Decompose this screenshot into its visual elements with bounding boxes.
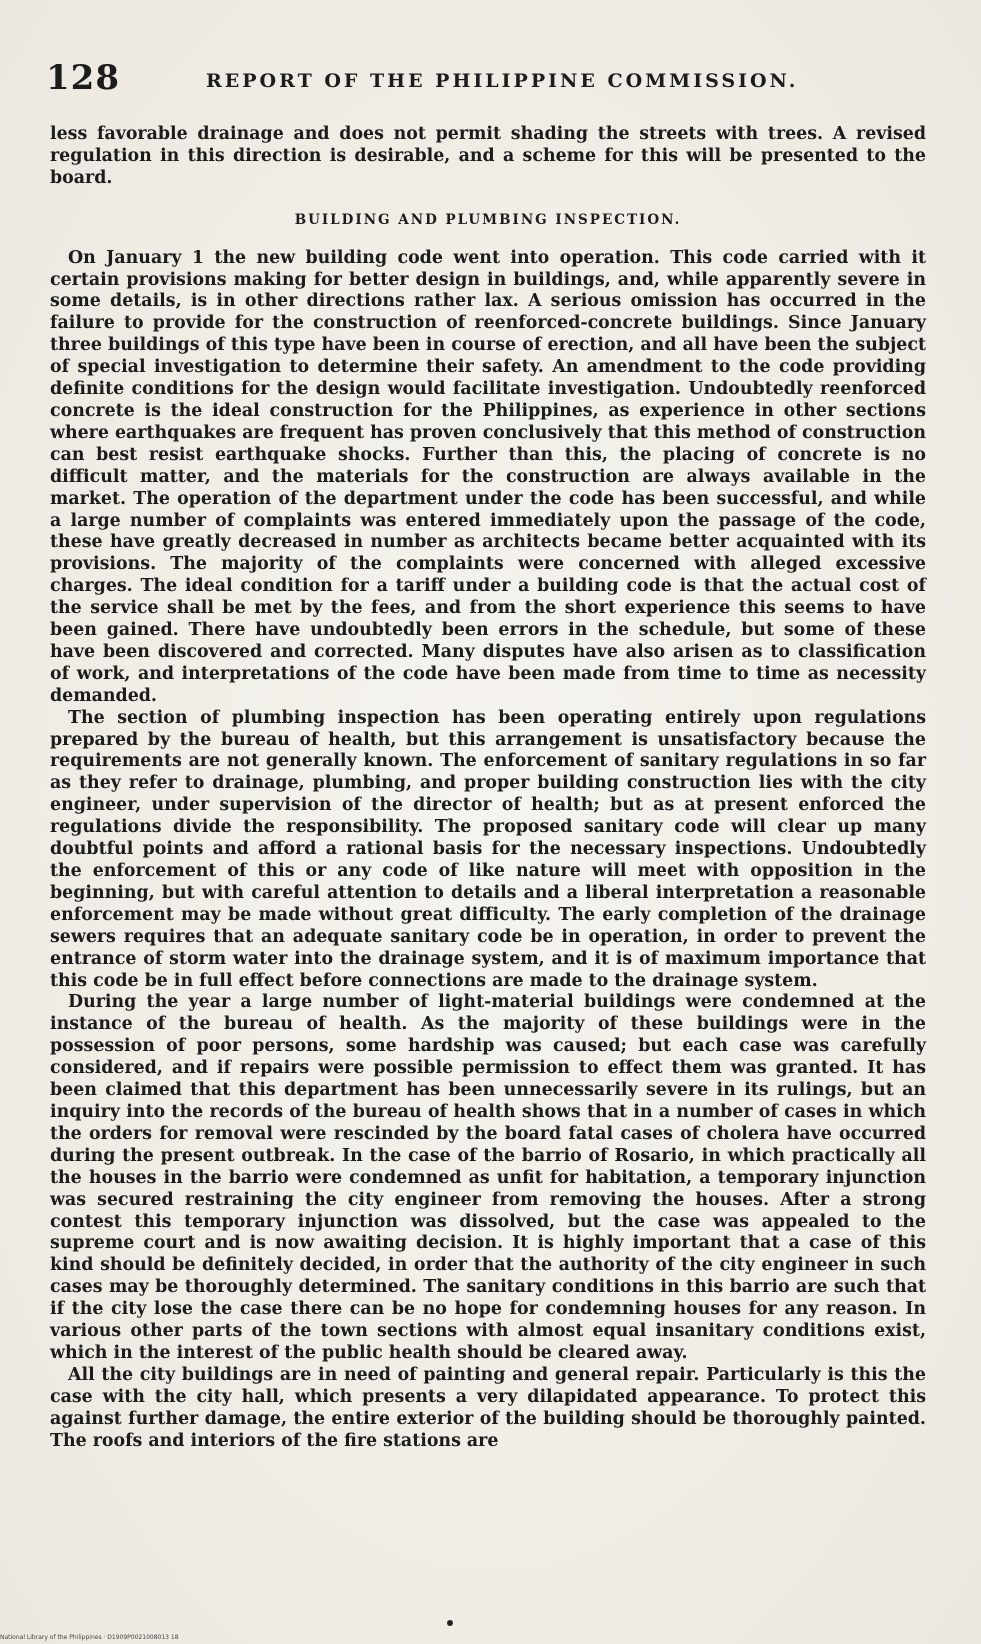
paragraph-city-buildings: All the city buildings are in need of painting and general repair. Particularly is this the case with the city hall, which presents a very dilapidated appearance. To protect this against further damage, the entire exterior of the building should be thoroughly painted. The roofs and interiors of the fire stations are: [50, 1364, 926, 1451]
footer-credit: National Library of the Philippines · D1909P0021008013 18: [0, 1634, 179, 1641]
body-text: [50, 124, 926, 1452]
page-number: 128: [46, 58, 120, 98]
paragraph-plumbing-inspection: The section of plumbing inspection has been operating entirely upon regulations prepared by the bureau of health, but this arrangement is unsatisfactory because the requirements are not generally known. The enforcement of sanitary regulations in so far as they refer to drainage, plumbing, and proper building construction lies with the city engineer, under supervision of the director of health; but as at present enforced the regulations divide the responsibility. The proposed sanitary code will clear up many doubtful points and afford a rational basis for the necessary inspections. Undoubtedly the enforcement of this or any code of like nature will meet with opposition in the beginning, but with careful attention to details and a liberal interpretation a reasonable enforcement may be made without great difficulty. The early completion of the drainage sewers requires that an adequate sanitary code be in operation, in order to prevent the entrance of storm water into the drainage system, and it is of maximum importance that this code be in full effect before connections are made to the drainage system.: [50, 707, 926, 991]
paragraph-condemned-buildings: During the year a large number of light-material buildings were condemned at the instance of the bureau of health. As the majority of these buildings were in the possession of poor persons, some hardship was caused; but each case was carefully considered, and if repairs were possible permission to effect them was granted. It has been claimed that this department has been unnecessarily severe in its rulings, but an inquiry into the records of the bureau of health shows that in a number of cases in which the orders for removal were rescinded by the board fatal cases of cholera have occurred during the present outbreak. In the case of the barrio of Rosario, in which practically all the houses in the barrio were condemned as unfit for habitation, a temporary injunction was secured restraining the city engineer from removing the houses. After a strong contest this temporary injunction was dissolved, but the case was appealed to the supreme court and is now awaiting decision. It is highly important that a case of this kind should be definitely decided, in order that the authority of the city engineer in such cases may be thoroughly determined. The sanitary conditions in this barrio are such that if the city lose the case there can be no hope for condemning houses for any reason. In various other parts of the town sections with almost equal insanitary conditions exist, which in the interest of the public health should be cleared away.: [50, 992, 926, 1363]
page-header: [46, 58, 926, 108]
section-heading: BUILDING AND PLUMBING INSPECTION.: [294, 211, 682, 228]
paragraph-building-code: On January 1 the new building code went into operation. This code carried with it certain provisions making for better design in buildings, and, while apparently severe in some details, is in other directions rather lax. A serious omission has occurred in the failure to provide for the construction of reenforced-concrete buildings. Since January three buildings of this type have been in course of erection, and all have been the subject of special investigation to determine their safety. An amendment to the code providing definite conditions for the design would facilitate investigation. Undoubtedly reenforced concrete is the ideal construction for the Philippines, as experience in other sections where earthquakes are frequent has proven conclusively that this method of construction can best resist earthquake shocks. Further than this, the placing of concrete is no difficult matter, and the materials for the construction are always available in the market. The operation of the department under the code has been successful, and while a large number of complaints was entered immediately upon the passage of the code, these have greatly decreased in number as architects became better acquainted with its provisions. The majority of the complaints were concerned with alleged excessive charges. The ideal condition for a tariff under a building code is that the actual cost of the service shall be met by the fees, and from the short experience this seems to have been gained. There have undoubtedly been errors in the schedule, but some of these have been discovered and corrected. Many disputes have also arisen as to classification of work, and interpretations of the code have been made from time to time as necessity demanded.: [50, 247, 926, 706]
intro-paragraph: less favorable drainage and does not permit shading the streets with trees. A revised regulation in this direction is desirable, and a scheme for this will be presented to the board.: [50, 124, 926, 188]
running-title: REPORT OF THE PHILIPPINE COMMISSION.: [206, 70, 799, 92]
footer-dot: [447, 1620, 453, 1626]
